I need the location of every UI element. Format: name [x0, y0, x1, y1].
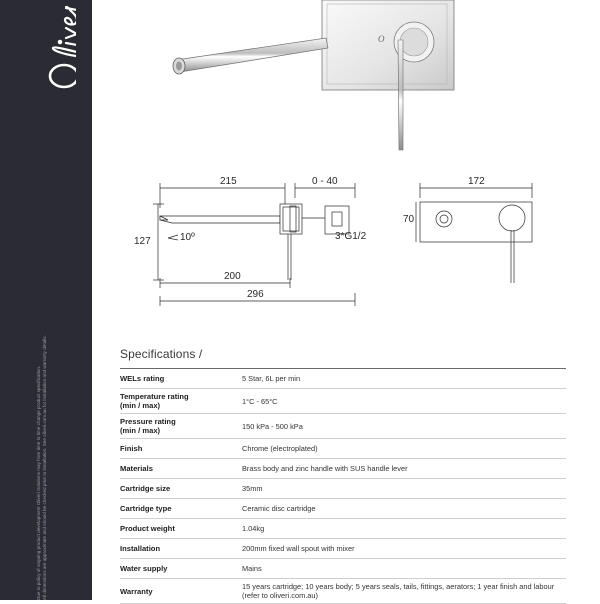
spec-label: Pressure rating (min / max): [120, 417, 176, 435]
spec-value: 1.04kg: [242, 524, 265, 533]
disclaimer-line-1: Due to policy of ongoing product development Oliveri Solutions may from time to time change product specification.: [36, 365, 41, 600]
table-row: [120, 559, 566, 579]
disclaimer-line-2: All dimensions are approximate and should be checked prior to installation. See oliveri.com.au for installation and warranty details.: [42, 335, 48, 600]
specifications-title: Specifications /: [120, 347, 203, 361]
table-row: [120, 414, 566, 439]
table-row: [120, 499, 566, 519]
spec-label: Cartridge size: [120, 484, 171, 493]
table-row: [120, 459, 566, 479]
spec-value: 5 Star, 6L per min: [242, 374, 301, 383]
table-row: [120, 479, 566, 499]
dim-angle: 10º: [180, 232, 195, 243]
dim-total-length: 296: [247, 289, 264, 300]
spec-value: Ceramic disc cartridge: [242, 504, 316, 513]
table-row: [120, 368, 566, 389]
spec-value: 35mm: [242, 484, 263, 493]
spec-label: Finish: [120, 444, 143, 453]
spec-value: 1°C - 65°C: [242, 396, 278, 406]
spec-label: Warranty: [120, 586, 153, 596]
specifications-table: [120, 368, 566, 604]
dim-adjustment: 0 - 40: [312, 176, 338, 187]
spec-label: Installation: [120, 544, 161, 553]
dim-total-height: 127: [134, 236, 151, 247]
table-row: [120, 389, 566, 414]
brand-sidebar: [0, 0, 92, 600]
technical-drawings: [120, 168, 560, 323]
spec-label: WELs rating: [120, 374, 165, 383]
table-row: [120, 579, 566, 604]
spec-value: 15 years cartridge; 10 years body; 5 years seals, tails, fittings, aerators; 1 year finish and labour (refer to oliveri.com.au): [242, 582, 555, 600]
spec-value: Mains: [242, 564, 262, 573]
dimension-drawing: [120, 168, 560, 318]
disclaimer-text: [36, 260, 48, 600]
table-row: [120, 439, 566, 459]
spec-label: Product weight: [120, 524, 175, 533]
dim-plate-height: 70: [403, 214, 415, 225]
dim-spout-length: 215: [220, 176, 237, 187]
spec-label: Cartridge type: [120, 504, 172, 513]
dim-connection: 3*G1/2: [335, 231, 367, 242]
table-row: [120, 519, 566, 539]
wall-mixer-image: [170, 0, 470, 160]
brand-logo: [14, 6, 76, 90]
spec-label: Temperature rating (min / max): [120, 392, 189, 410]
oliveri-logo-icon: [14, 6, 76, 90]
spec-label: Water supply: [120, 564, 168, 573]
spec-label: Materials: [120, 464, 153, 473]
product-image: [170, 0, 470, 165]
svg-text:O: O: [378, 34, 385, 44]
spec-value: Brass body and zinc handle with SUS handle lever: [242, 464, 408, 473]
spec-value: 150 kPa - 500 kPa: [242, 421, 303, 431]
dim-plate-width: 172: [468, 176, 485, 187]
spec-value: Chrome (electroplated): [242, 444, 318, 453]
spec-value: 200mm fixed wall spout with mixer: [242, 544, 355, 553]
dim-spout-reach: 200: [224, 271, 241, 282]
table-row: [120, 539, 566, 559]
